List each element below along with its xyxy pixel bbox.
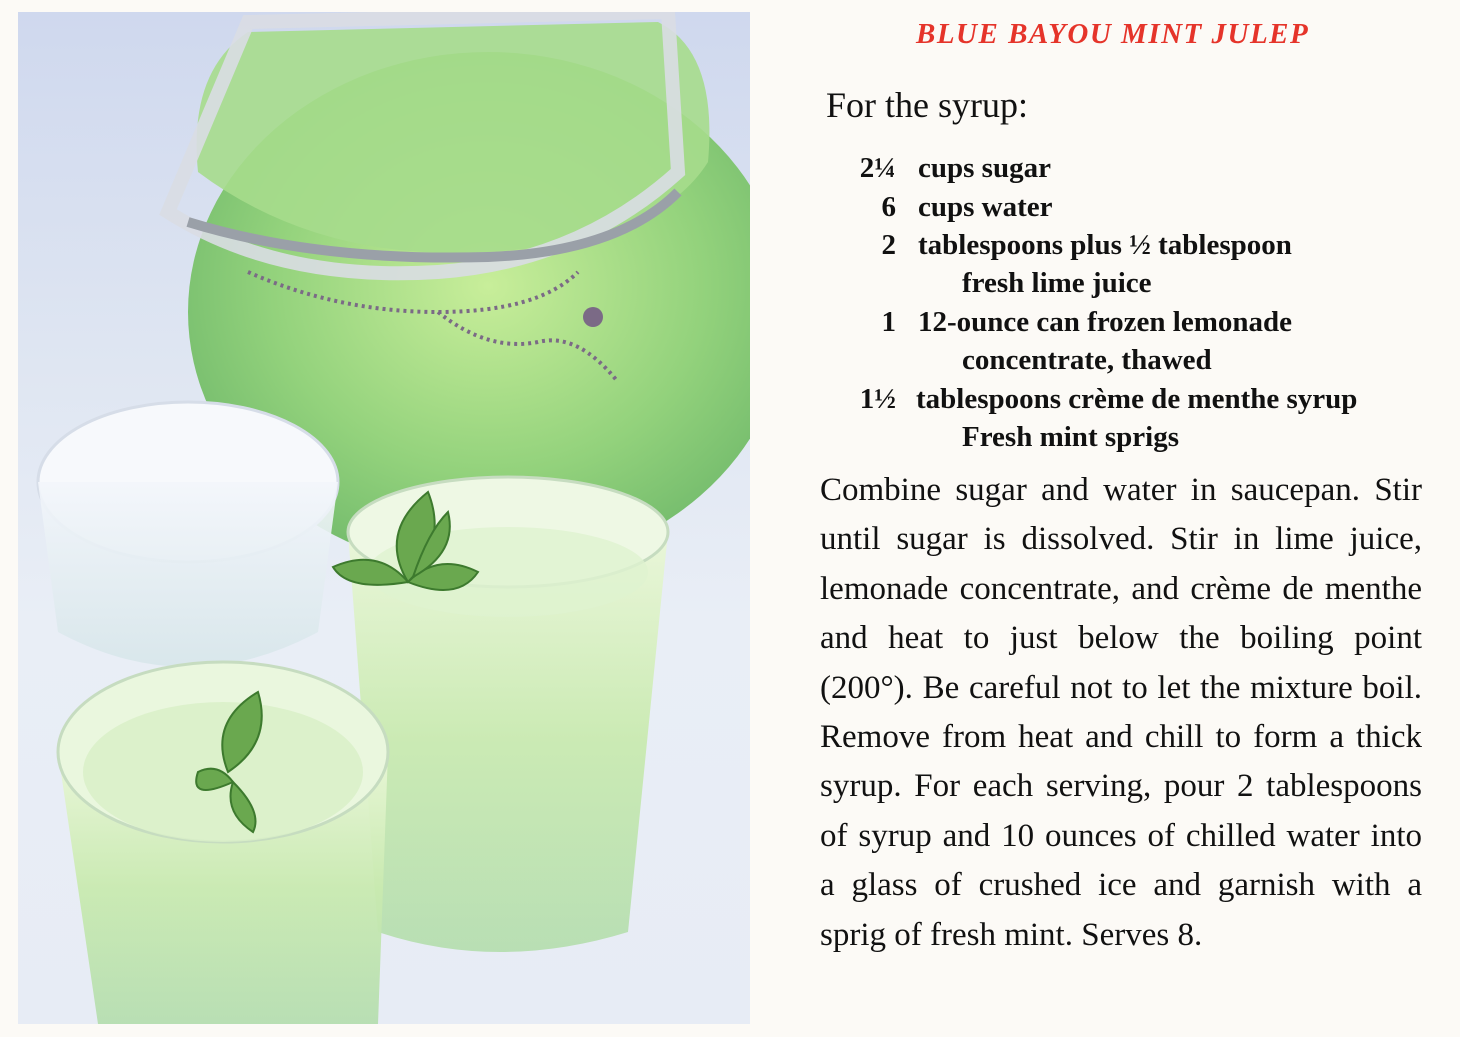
ingredient-text-continued: fresh lime juice [962,267,1152,299]
ingredient-quantity: 2 [881,229,896,261]
ingredient-quantity: 6 [881,191,896,223]
ingredient-text: cups sugar [918,152,1051,184]
ingredient-text-continued: concentrate, thawed [962,344,1212,376]
recipe-method: Combine sugar and water in saucepan. Stir until sugar is dissolved. Stir in lime juice, lemonade concentrate, and crème de menthe and heat to just below the boiling point (200°). Be careful not to let the mixture boil. Remove from heat and chill to form a thick syrup. For each serving, pour 2 tablespoons of syrup and 10 ounces of chilled water into a glass of crushed ice and garnish with a sprig of fresh mint. Serves 8. [820,472,1422,953]
ingredient-text: 12-ounce can frozen lemonade [918,306,1292,338]
ingredient-quantity: 2¼ [859,152,896,184]
ingredient-text: tablespoons plus ½ tablespoon [918,229,1292,261]
syrup-heading: For the syrup: [826,85,1028,125]
ingredient-text-continued: Fresh mint sprigs [962,421,1179,453]
ingredient-quantity: 1 [881,306,896,338]
ingredient-text: cups water [918,191,1053,223]
back-glass [38,402,338,667]
mint-julep-photo [18,12,750,1024]
recipe-title: BLUE BAYOU MINT JULEP [916,18,1310,50]
ingredient-quantity: 1½ [859,383,896,415]
short-glass [58,662,388,1024]
photo-illustration [18,12,750,1024]
ingredient-text: tablespoons crème de menthe syrup [916,383,1358,415]
